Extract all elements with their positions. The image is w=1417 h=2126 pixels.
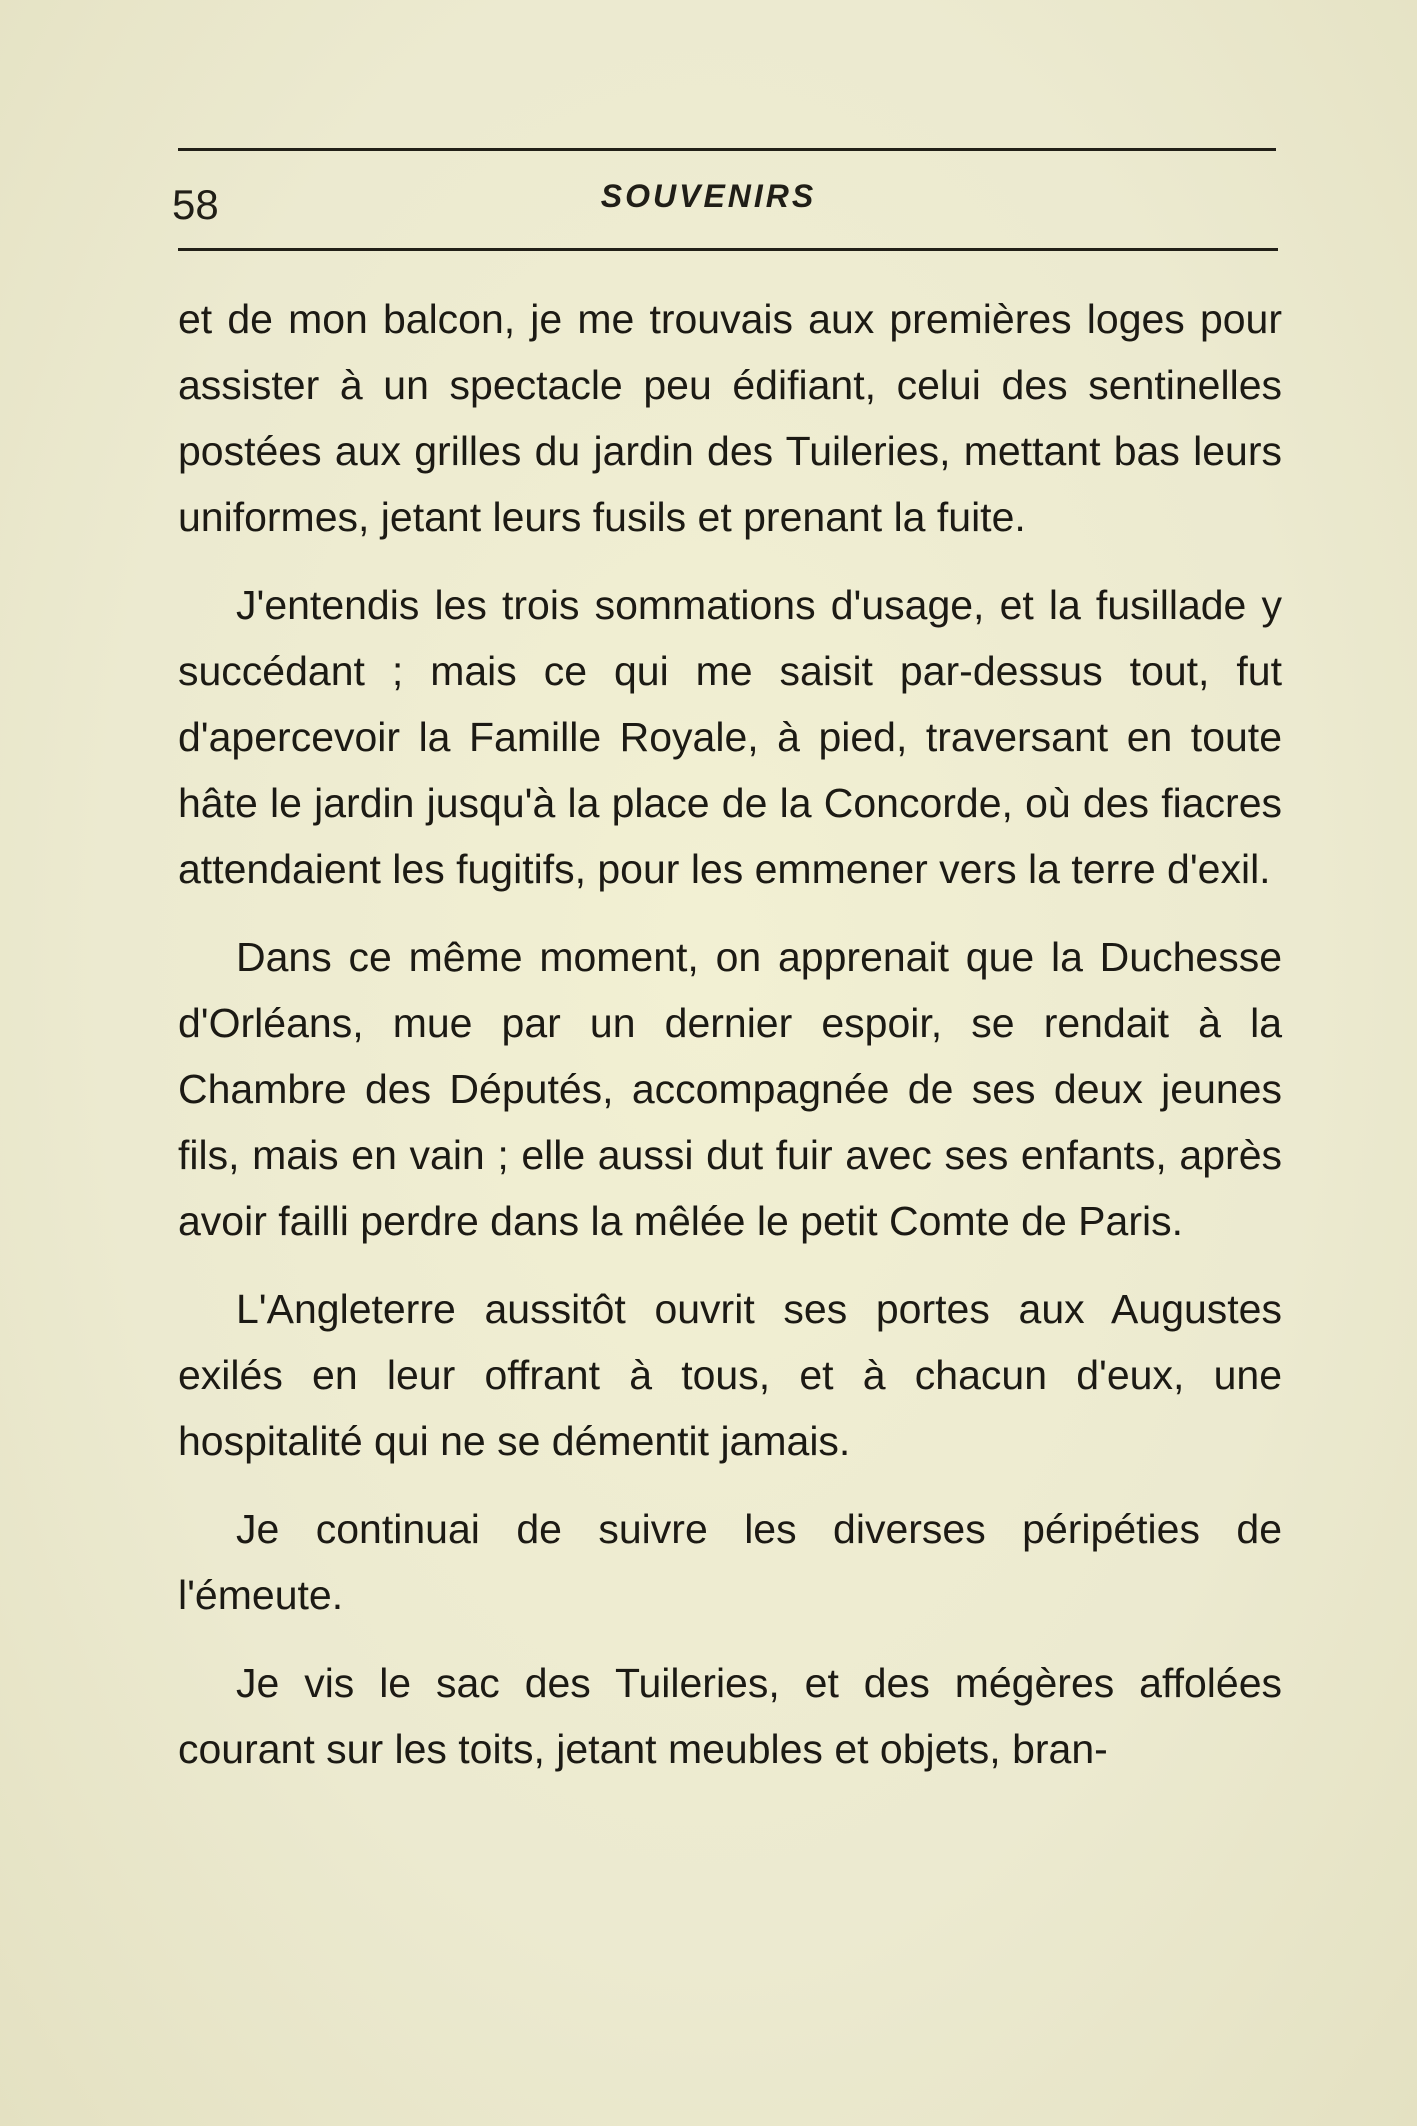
paragraph-continued: et de mon balcon, je me trouvais aux premières loges pour assister à un spectacle peu édifiant, celui des sentinelles postées aux grilles du jardin des Tuileries, mettant bas leurs uniformes, jetant leurs fusils et prenant la fuite. <box>178 296 1282 540</box>
paragraph: J'entendis les trois sommations d'usage, et la fusillade y succédant ; mais ce qui me saisit par-dessus tout, fut d'apercevoir la Famille Royale, à pied, traversant en toute hâte le jardin jusqu'à la place de la Concorde, où des fiacres attendaient les fugitifs, pour les emmener vers la terre d'exil. <box>178 582 1282 892</box>
page-number: 58 <box>172 181 219 228</box>
running-title: SOUVENIRS <box>600 178 817 214</box>
paragraph: L'Angleterre aussitôt ouvrit ses portes aux Augustes exilés en leur offrant à tous, et à chacun d'eux, une hospitalité qui ne se démentit jamais. <box>178 1286 1282 1464</box>
header-top-rule <box>178 148 1276 151</box>
body-text <box>178 286 1282 1804</box>
paragraph: Je vis le sac des Tuileries, et des mégères affolées courant sur les toits, jetant meubles et objets, bran- <box>178 1660 1282 1772</box>
paragraph: Je continuai de suivre les diverses péripéties de l'émeute. <box>178 1506 1282 1618</box>
paragraph: Dans ce même moment, on apprenait que la Duchesse d'Orléans, mue par un dernier espoir, se rendait à la Chambre des Députés, accompagnée de ses deux jeunes fils, mais en vain ; elle aussi dut fuir avec ses enfants, après avoir failli perdre dans la mêlée le petit Comte de Paris. <box>178 934 1282 1244</box>
header-bottom-rule <box>178 248 1278 251</box>
